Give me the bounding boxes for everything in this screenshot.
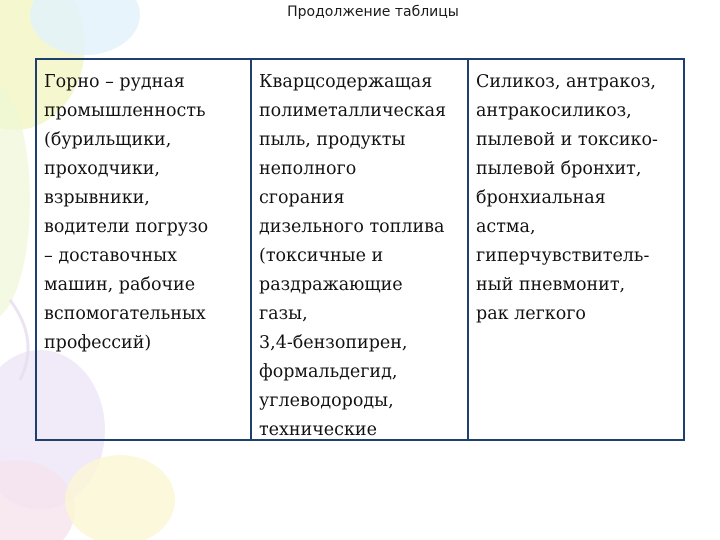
industry-column bbox=[37, 60, 252, 439]
table-cell-line: машин, рабочие bbox=[44, 275, 196, 295]
table-cell-line: астма, bbox=[476, 217, 536, 237]
table-cell-line: (бурильщики, bbox=[44, 130, 172, 150]
table-cell-line: неполного bbox=[259, 159, 357, 179]
table-cell-line: пылевой и токсико- bbox=[476, 130, 658, 150]
table-cell-line: ный пневмонит, bbox=[476, 275, 626, 295]
table-cell-line: взрывники, bbox=[44, 188, 150, 208]
table-cell-line: антракосиликоз, bbox=[476, 101, 632, 121]
table-cell-line: технические bbox=[259, 420, 377, 439]
table-cell-line: гиперчувствитель- bbox=[476, 246, 650, 266]
data-table bbox=[35, 58, 685, 441]
table-cell-line: Кварцсодержащая bbox=[259, 72, 433, 92]
table-cell-line: вспомогательных bbox=[44, 304, 206, 324]
table-cell-line: профессий) bbox=[44, 333, 152, 353]
table-cell-line: (токсичные и bbox=[259, 246, 384, 266]
continuation-header: Продолжение таблицы bbox=[287, 4, 459, 20]
table-cell-line: пыль, продукты bbox=[259, 130, 406, 150]
hazards-column bbox=[252, 60, 469, 439]
table-cell-line: водители погрузо bbox=[44, 217, 209, 237]
table-cell-line: бронхиальная bbox=[476, 188, 606, 208]
table-cell-line: рак легкого bbox=[476, 304, 586, 324]
table-cell-line: углеводороды, bbox=[259, 391, 394, 411]
table-cell-line: формальдегид, bbox=[259, 362, 398, 382]
table-cell-line: раздражающие bbox=[259, 275, 403, 295]
table-cell-line: Горно – рудная bbox=[44, 72, 185, 92]
table-cell-line: пылевой бронхит, bbox=[476, 159, 642, 179]
table-cell-line: полиметаллическая bbox=[259, 101, 447, 121]
table-cell-line: – доставочных bbox=[44, 246, 177, 266]
table-cell-line: газы, bbox=[259, 304, 308, 324]
diseases-column bbox=[469, 60, 683, 439]
table-cell-line: дизельного топлива bbox=[259, 217, 445, 237]
table-cell-line: промышленность bbox=[44, 101, 206, 121]
table-cell-line: 3,4-бензопирен, bbox=[259, 333, 408, 353]
table-cell-line: сгорания bbox=[259, 188, 345, 208]
table-cell-line: Силикоз, антракоз, bbox=[476, 72, 656, 92]
table-cell-line: проходчики, bbox=[44, 159, 160, 179]
